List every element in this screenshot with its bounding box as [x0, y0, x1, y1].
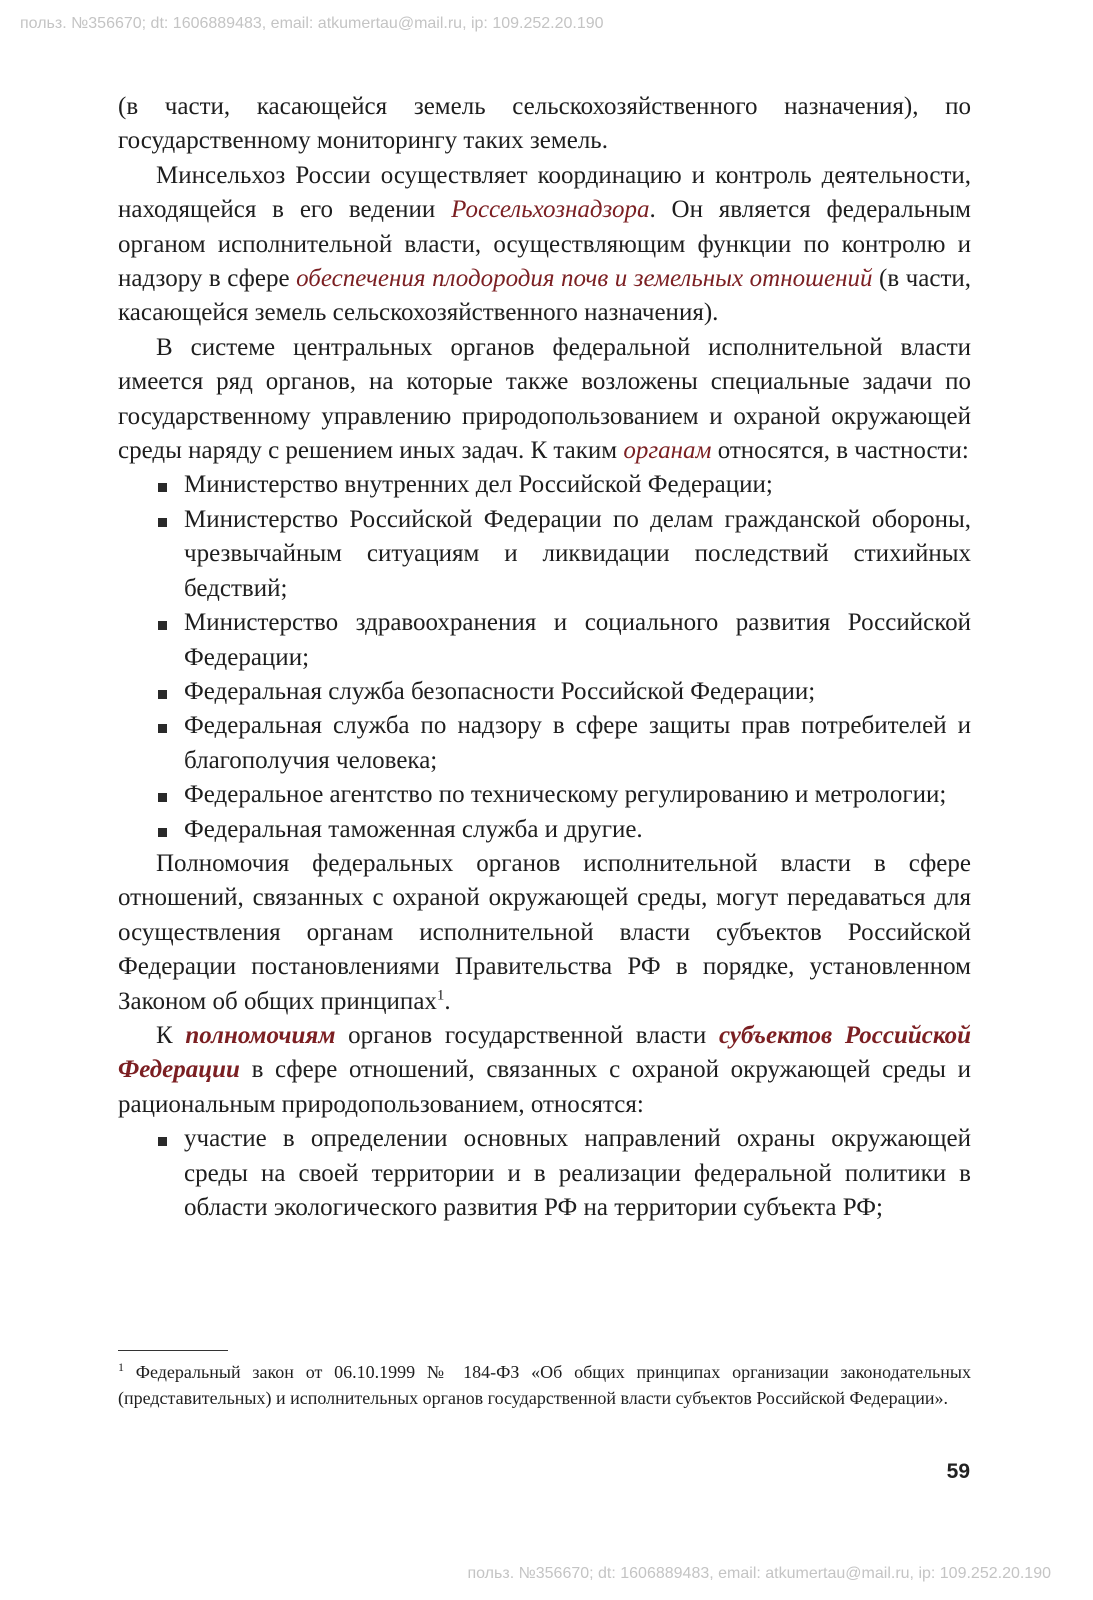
footnote-divider: [118, 1350, 228, 1351]
term-organs: органам: [623, 437, 712, 465]
paragraph-delegation: Полномочия федеральных органов исполнительной власти в сфере отношений, связанных с охраной окружающей среды, могут передаваться для осуществления органам исполнительной власти субъектов Российской Федерации постановлениями Правительства РФ в порядке, установленном Законом об общих принципах$^1$.: [118, 849, 971, 1015]
footnote-ref: 1: [436, 987, 445, 1004]
watermark-bottom: польз. №356670; dt: 1606889483, email: atkumertau@mail.ru, ip: 109.252.20.190: [467, 1565, 1051, 1582]
bullet-icon: [158, 483, 167, 492]
footnote-text: Федеральный закон от 06.10.1999 № 184-ФЗ «Об общих принципах организации законодательных (представительных) и исполнительных органов государственной власти субъектов Российской Федерации».: [118, 1362, 971, 1408]
page-number: 59: [946, 1460, 970, 1483]
term-rosselkhoznadzor: Россельхознадзора: [451, 196, 650, 224]
paragraph-continuation: (в части, касающейся земель сельскохозяйственного назначения), по государственному мониторингу таких земель.: [118, 93, 971, 155]
bullet-icon: [158, 793, 167, 802]
subjects-powers-list: [118, 1122, 971, 1225]
bullet-icon: [158, 690, 167, 699]
list-item: Министерство Российской Федерации по делам гражданской обороны, чрезвычайным ситуациям и ликвидации последствий стихийных бедствий;: [118, 503, 971, 606]
list-item: участие в определении основных направлений охраны окружающей среды на своей территории и в реализации федеральной политики в области экологического развития РФ на территории субъекта РФ;: [118, 1122, 971, 1225]
organs-list: [118, 468, 971, 846]
bullet-icon: [158, 621, 167, 630]
list-item: Федеральное агентство по техническому регулированию и метрологии;: [118, 778, 971, 812]
term-soil-fertility: обеспечения плодородия почв и земельных отношений: [296, 265, 873, 293]
page-body: [118, 90, 971, 1225]
bullet-icon: [158, 518, 167, 527]
bullet-icon: [158, 1137, 167, 1146]
paragraph-central-organs: В системе центральных органов федеральной исполнительной власти имеется ряд органов, на которые также возложены специальные задачи по государственному управлению природопользованием и охраной окружающей среды наряду с решением иных задач. К таким органам относятся, в частности:: [118, 333, 971, 465]
list-item: Министерство внутренних дел Российской Федерации;: [118, 468, 971, 502]
term-subjects-rf: субъектов Российской Федерации: [118, 1021, 971, 1084]
list-item: Федеральная таможенная служба и другие.: [118, 813, 971, 847]
footnote-mark: 1: [118, 1360, 124, 1374]
bullet-icon: [158, 724, 167, 733]
paragraph-minselkhoz: Минсельхоз России осуществляет координацию и контроль деятельности, находящейся в его ведении Россельхознадзора. Он является федеральным органом исполнительной власти, осуществляющим функции по контролю и надзору в сфере обеспечения плодородия почв и земельных отношений (в части, касающейся земель сельскохозяйственного назначения).: [118, 161, 972, 327]
bullet-icon: [158, 828, 167, 837]
list-item: Федеральная служба по надзору в сфере защиты прав потребителей и благополучия человека;: [118, 709, 971, 778]
list-item: Федеральная служба безопасности Российской Федерации;: [118, 675, 971, 709]
watermark-top: польз. №356670; dt: 1606889483, email: atkumertau@mail.ru, ip: 109.252.20.190: [20, 15, 604, 32]
list-item: Министерство здравоохранения и социального развития Российской Федерации;: [118, 606, 971, 675]
paragraph-subjects-powers: К полномочиям органов государственной власти субъектов Российской Федерации в сфере отношений, связанных с охраной окружающей среды и рациональным природопользованием, относятся:: [118, 1021, 971, 1118]
footnote: [118, 1359, 971, 1411]
term-powers: полномочиям: [185, 1021, 336, 1049]
